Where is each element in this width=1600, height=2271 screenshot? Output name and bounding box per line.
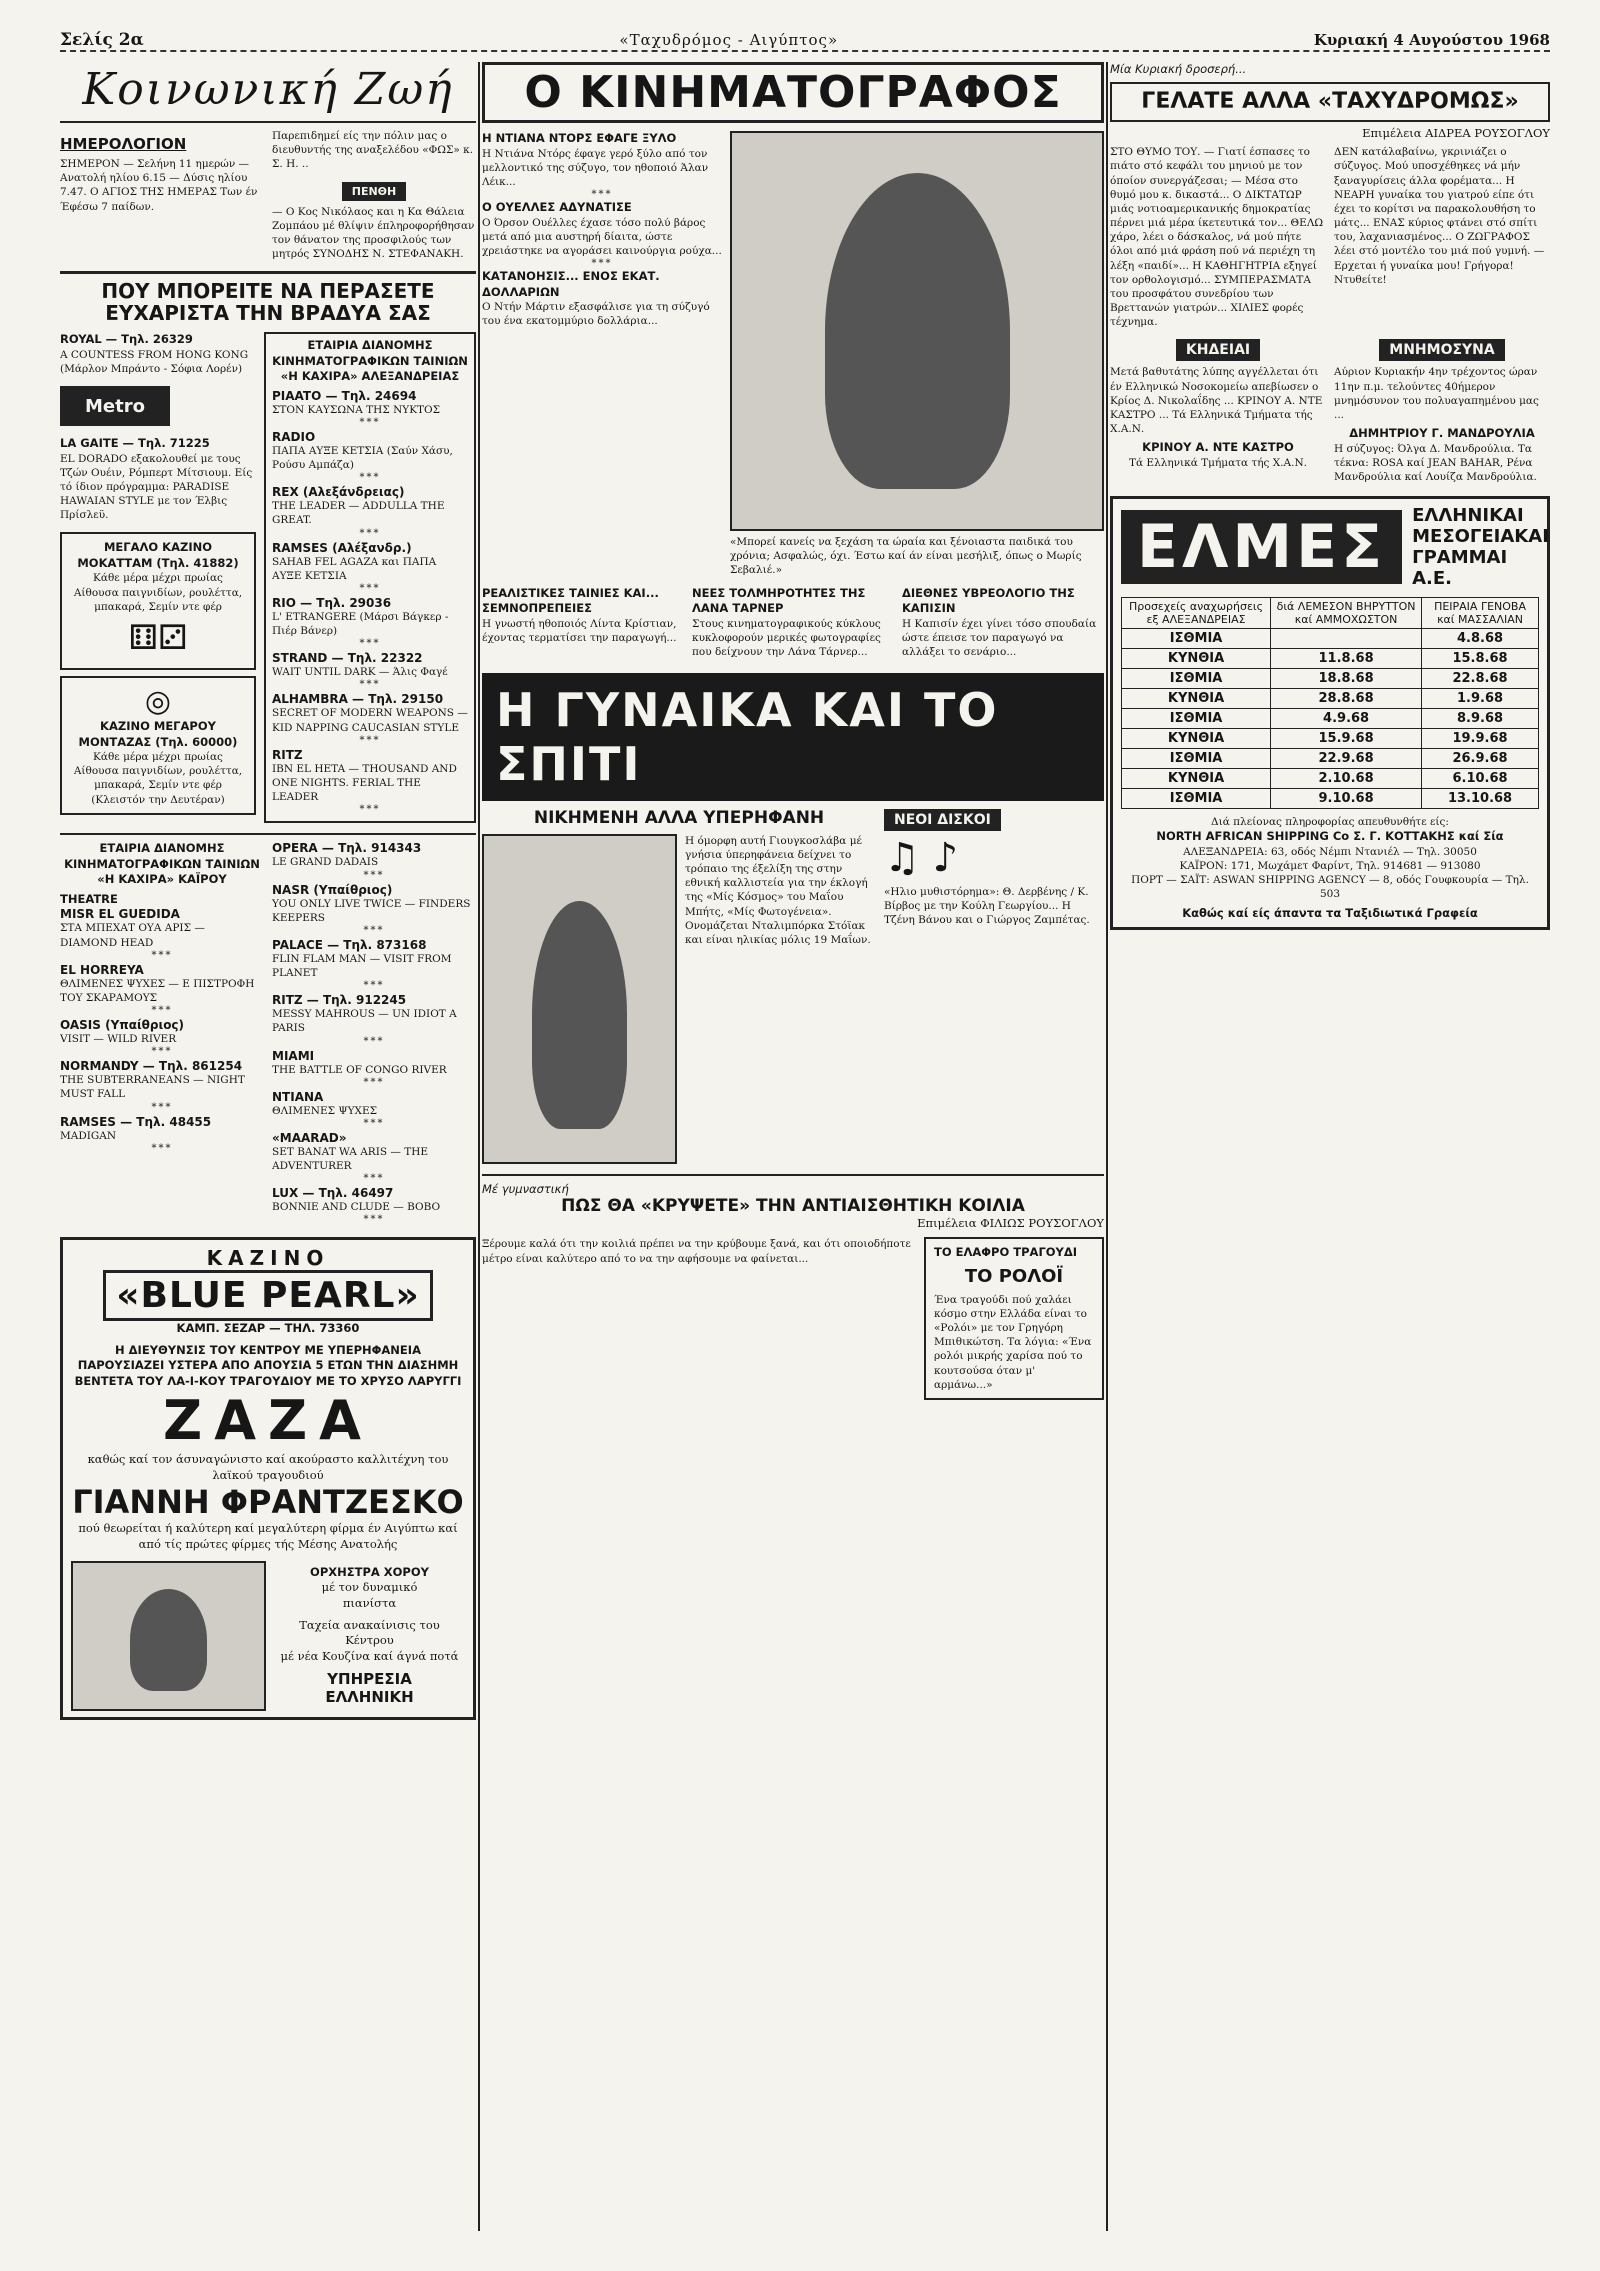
renovation-text: Ταχεία ανακαίνισις του Κέντρου (299, 1617, 440, 1648)
schedule-cell: ΙΣΘΜΙΑ (1122, 749, 1271, 769)
schedule-cell: 15.8.68 (1422, 649, 1539, 669)
kitchen-text: μέ νέα Κουζίνα καί άγνά ποτά (280, 1648, 459, 1663)
la-gaite-text: EL DORADO εξακολουθεί με τους Τζών Ουέιν, Ρόμπερτ Μίτσιουμ. Είς τό ίδιον πρόγραμμα: PARADISE HAWAIAN STYLE με τον Έλβις Πρίσλεϋ. (60, 452, 253, 522)
left-column (60, 62, 476, 2231)
schedule-cell: ΚΥΝΘΙΑ (1122, 729, 1271, 749)
theatre-label: THEATRE (60, 891, 118, 906)
schedule-cell: 19.9.68 (1422, 729, 1539, 749)
cairo-cinema-list-a (60, 907, 264, 1153)
article-4-head: ΡΕΑΛΙΣΤΙΚΕΣ ΤΑΙΝΙΕΣ ΚΑΙ... ΣΕΜΝΟΠΡΕΠΕΙΕΣ (482, 585, 659, 616)
cinema-listing: RITZ IBN EL HETA — THOUSAND AND ONE NIGHTS. FERIAL THE LEADER *** (272, 748, 468, 816)
schedule-cell: 28.8.68 (1271, 689, 1422, 709)
schedule-cell: 18.8.68 (1271, 669, 1422, 689)
funerals-text: Μετά βαθυτάτης λύπης αγγέλλεται ότι έν Ελληνικώ Νοσοκομείω απεβίωσεν ο Κρίος Δ. Νικολαΐδης ... ΚΡΙΝΟΥ Α. ΝΤΕ ΚΑΣΤΡΟ ... Τά Ελληνικά Τμήματα τής Χ.Α.Ν. (1110, 366, 1323, 436)
humor-header: Μία Κυριακή δροσερή... (1110, 62, 1247, 76)
funeral-name: ΚΡΙΝΟΥ Α. ΝΤΕ ΚΑΣΤΡΟ (1142, 440, 1294, 455)
cinema-name: RAMSES (Αλέξανδρ.) (272, 540, 412, 555)
cinema-name: «MAARAD» (272, 1130, 347, 1145)
cinema-film: ΣΤΟΝ ΚΑΥΣΩΝΑ ΤΗΣ ΝΥΚΤΟΣ (272, 403, 441, 416)
cinema-name: RIO — Τηλ. 29036 (272, 595, 392, 610)
cinema-film: SET BANAT WA ARIS — THE ADVENTURER (272, 1145, 429, 1173)
cinema-listing: MISR EL GUEDIDA ΣΤΑ ΜΠΕΧΑΤ ΟΥΑ ΑΡΙΣ — DIAMOND HEAD *** (60, 907, 264, 960)
schedule-cell: 8.9.68 (1422, 709, 1539, 729)
schedule-cell: 15.9.68 (1271, 729, 1422, 749)
cinema-listing: RAMSES — Τηλ. 48455 MADIGAN *** (60, 1115, 264, 1154)
visit-text: Παρεπιδημεί είς την πόλιν μας ο διευθυντής της αναξελέδου «ΦΩΣ» κ. Σ. Η. .. (272, 130, 474, 171)
song-title: ΤΟ ΡΟΛΟΪ (964, 1265, 1064, 1287)
funerals-label: ΚΗΔΕΙΑΙ (1176, 339, 1260, 361)
cinema-film: SECRET OF MODERN WEAPONS — KID NAPPING CAUCASIAN STYLE (272, 707, 468, 734)
cinema-name: ΝΤΙΑΝΑ (272, 1089, 324, 1104)
cinema-film: ΠΑΠΑ ΑΥΞΕ ΚΕΤΣΙΑ (Σαύν Χάσυ, Ρούσυ Αμπάζα) (272, 444, 453, 472)
cinema-listing: RIO — Τηλ. 29036 L' ETRANGERE (Μάρσι Βάγκερ - Πιέρ Βάνερ) *** (272, 596, 468, 649)
schedule-header: διά ΛΕΜΕΣΟΝ ΒΗΡΥΤΤΟΝ καί ΑΜΜΟΧΩΣΤΟΝ (1271, 598, 1422, 629)
article-6-text: Η Καπισίν έχει γίνει τόσο σπουδαία ώστε έπεισε τον παραγωγό να αλλάξει το σενάριο... (902, 617, 1097, 658)
cinema-film: MESSY MAHROUS — UN IDIOT A PARIS (272, 1008, 457, 1035)
schedule-row (1122, 669, 1539, 689)
schedule-cell: ΚΥΝΘΙΑ (1122, 689, 1271, 709)
cinema-listing: NORMANDY — Τηλ. 861254 THE SUBTERRANEANS — NIGHT MUST FALL *** (60, 1059, 264, 1112)
schedule-row (1122, 789, 1539, 809)
gym-text: Ξέρουμε καλά ότι την κοιλιά πρέπει να την κρύβουμε ξανά, και ότι οποιοδήποτε μέτρο είναι καλύτερο από το να την αφήσουμε να φαίνεται... (482, 1238, 911, 1265)
article-6-head: ΔΙΕΘΝΕΣ ΥΒΡΕΟΛΟΓΙΟ ΤΗΣ ΚΑΠΙΣΙΝ (902, 585, 1075, 616)
column-rule (478, 62, 480, 2231)
calendar-text: ΣΗΜΕΡΟΝ — Σελήνη 11 ημερών — Ανατολή ηλίου 6.15 — Δύσις ηλίου 7.47. Ο ΑΓΙΟΣ ΤΗΣ ΗΜΕΡΑΣ Των έν Έφέσω 7 παίδων. (60, 158, 258, 213)
article-2-head: Ο ΟΥΕΛΛΕΣ ΑΔΥΝΑΤΙΣΕ (482, 200, 632, 215)
mourning-label: ΠΕΝΘΗ (342, 182, 406, 201)
cinema-listing: ΝΤΙΑΝΑ ΘΛΙΜΕΝΕΣ ΨΥΧΕΣ *** (272, 1090, 476, 1129)
cinema-listing: NASR (Υπαίθριος) YOU ONLY LIVE TWICE — FINDERS KEEPERS *** (272, 883, 476, 936)
schedule-row (1122, 649, 1539, 669)
schedule-row (1122, 729, 1539, 749)
article-1-head: Η ΝΤΙΑΝΑ ΝΤΟΡΣ ΕΦΑΓΕ ΞΥΛΟ (482, 131, 677, 145)
schedule-header: ΠΕΙΡΑΙΑ ΓΕΝΟΒΑ καί ΜΑΣΣΑΛΙΑΝ (1422, 598, 1539, 629)
schedule-cell: 26.9.68 (1422, 749, 1539, 769)
cinema-film: ΘΛΙΜΕΝΕΣ ΨΥΧΕΣ — Ε ΠΙΣΤΡΟΦΗ ΤΟΥ ΣΚΑΡΑΜΟΥΣ (60, 977, 255, 1004)
memorials-label: ΜΝΗΜΟΣΥΝΑ (1379, 339, 1504, 361)
schedule-cell: ΙΣΘΜΙΑ (1122, 789, 1271, 809)
cinema-film: BONNIE AND CLUDE — BOBO (272, 1201, 441, 1214)
cinema-listing: REX (Αλεξάνδρειας) THE LEADER — ADDULLA THE GREAT. *** (272, 485, 468, 538)
casino-announce: Η ΔΙΕΥΘΥΝΣΙΣ ΤΟΥ ΚΕΝΤΡΟΥ ΜΕ ΥΠΕΡΗΦΑΝΕΙΑ ΠΑΡΟΥΣΙΑΖΕΙ ΥΣΤΕΡΑ ΑΠΟ ΑΠΟΥΣΙΑ 5 ΕΤΩΝ ΤΗΝ ΔΙΑΣΗΜΗ ΒΕΝΤΕΤΑ ΤΟΥ ΛΑ-Ι-ΚΟΥ ΤΡΑΓΟΥΔΙΟΥ ΜΕ ΤΟ ΧΡΥΣΟ ΛΑΡΥΓΓΙ (74, 1342, 462, 1388)
cinema-film: IBN EL HETA — THOUSAND AND ONE NIGHTS. FERIAL THE LEADER (272, 762, 457, 804)
humor-right: ΔΕΝ κατάλαβαίνω, γκρινιάζει ο σύζυγος. Μού υποσχέθηκες νά μήν ξαναγυρίσεις άλλα φορέματα... Η ΝΕΑΡΗ γυναίκα του γιατρού είπε ότι έχει το κορίτσι να παρακολουθήση το μάτς... ΕΝΑΣ κύριος φτάνει στό σπίτι του, λαχανιασμένος... Ο ΖΩΓΡΑΦΟΣ λέει στό μοντέλο του μιά πού γυμνή. — Ερχεται ή γυναίκα μου! Γρήγορα! Ντυθείτε! (1334, 146, 1545, 286)
cinema-film: FLIN FLAM MAN — VISIT FROM PLANET (272, 952, 452, 980)
roulette-icon: ◎ (144, 683, 172, 719)
schedule-cell: ΙΣΘΜΙΑ (1122, 669, 1271, 689)
article-3-head: ΚΑΤΑΝΟΗΣΙΣ... ΕΝΟΣ ΕΚΑΤ. ΔΟΛΛΑΡΙΩΝ (482, 269, 660, 299)
gym-head: Μέ γυμναστική (482, 1181, 569, 1196)
casino-label: ΚΑΖΙΝΟ (206, 1246, 330, 1271)
elmes-tagline: ΕΛΛΗΝΙΚΑΙ ΜΕΣΟΓΕΙΑΚΑΙ ΓΡΑΜΜΑΙ Α.Ε. (1412, 505, 1549, 590)
schedule-cell: 13.10.68 (1422, 789, 1539, 809)
cinema-listing: «MAARAD» SET BANAT WA ARIS — THE ADVENTURER *** (272, 1131, 476, 1184)
funeral-sign: Τά Ελληνικά Τμήματα τής Χ.Α.Ν. (1128, 456, 1308, 469)
cinema-name: NORMANDY — Τηλ. 861254 (60, 1059, 243, 1074)
schedule-cell: 22.8.68 (1422, 669, 1539, 689)
schedule-cell: ΚΥΝΘΙΑ (1122, 649, 1271, 669)
star-name: ΖΑΖΑ (163, 1389, 373, 1453)
article-5-text: Στους κινηματογραφικούς κύκλους κυκλοφορούν μερικές φωτογραφίες που δείχνουν την Λάνα Τάρνερ... (692, 617, 881, 658)
paper-name: «Ταχυδρόμος - Αιγύπτος» (619, 31, 839, 49)
elmes-info: Διά πλείονας πληροφορίας απευθυνθήτε είς: (1211, 816, 1449, 829)
cinema-listing: LUX — Τηλ. 46497 BONNIE AND CLUDE — BOBO *** (272, 1186, 476, 1225)
cinema-name: RITZ — Τηλ. 912245 (272, 993, 407, 1008)
records-text: «Ηλιο μυθιστόρημα»: Θ. Δερβένης / Κ. Βίρβος με την Κούλη Γεωργίου... Η Τζένη Βάνου και ο Γιώργος Ζαμπέτας. (884, 886, 1090, 927)
dice-icon: ⚅⚂ (128, 617, 188, 658)
woman-home-banner: Η ΓΥΝΑΙΚΑ ΚΑΙ ΤΟ ΣΠΙΤΙ (482, 673, 1104, 801)
humor-left: ΣΤΟ ΘΥΜΟ ΤΟΥ. — Γιατί έσπασες το πιάτο στό κεφάλι του μηνιού με τον όποίον συνεργάζεσαι; — Μέσα στο θυμό μου κ. δικαστά... Ο ΔΙΚΤΑΤΩΡ μιάς νοτιοαμερικανικής δημοκρατίας πέρνει μιά μέρα ίκετευτικά τον... ΘΕΛΩ χάρο, λέει ο δάσκαλος, νά μού πήτε όλοι από μιά φράση πού νά περιέχη τη λέξη «παιδί»... Η ΚΑΘΗΓΗΤΡΙΑ εξηγεί τον ορθολογισμό... ΣΥΜΠΕΡΑΣΜΑΤΑ του προσφάτου συνεδρίου των Βρεττανών γιατρών... ΧΙΛΙΕΣ φορές τέχνημα. (1110, 146, 1324, 329)
casino-and-text: καθώς καί τον άσυναγώνιστο καί ακούραστο καλλιτέχνη του λαϊκού τραγουδιού (87, 1452, 449, 1482)
kahira-cairo-title: ΕΤΑΙΡΙΑ ΔΙΑΝΟΜΗΣ ΚΙΝΗΜΑΤΟΓΡΑΦΙΚΩΝ ΤΑΙΝΙΩΝ «Η ΚΑΧΙΡΑ» ΚΑΪΡΟΥ (64, 841, 260, 887)
montazah-text: Κάθε μέρα μέχρι πρωίας Αίθουσα παιγνιδίων, ρουλέττα, μπακαρά, Σεμίν ντε φέρ (Κλειστόν την Δευτέραν) (73, 751, 243, 806)
cinema-listing: PIAATO — Τηλ. 24694 ΣΤΟΝ ΚΑΥΣΩΝΑ ΤΗΣ ΝΥΚΤΟΣ *** (272, 389, 468, 428)
schedule-cell (1271, 629, 1422, 649)
schedule-cell: 9.10.68 (1271, 789, 1422, 809)
beauty-queen-photo (482, 834, 677, 1164)
center-column: Ο ΚΙΝΗΜΑΤΟΓΡΑΦΟΣ Η ΝΤΙΑΝΑ ΝΤΟΡΣ ΕΦΑΓΕ ΞΥΛΟ Η Ντιάνα Ντόρς έφαγε γερό ξύλο από τον μελλοντικό της σύζυγο, τον ηθοποιό Άλαν Λέικ... *** Ο ΟΥΕΛΛΕΣ ΑΔΥΝΑΤΙΣΕ Ο Όρσον Ουέλλες έχασε τόσο πολύ βάρος μετά από μια αυστηρή δίαιτα, ώστε χρειάστηκε να αγοράσει καινούργια ρούχα... *** ΚΑΤΑΝΟΗΣΙΣ... ΕΝΟΣ ΕΚΑΤ. ΔΟΛΛΑΡΙΩΝ Ο Ντήν Μάρτιν εξασφάλισε για τη σύζυγό του ένα εκατομμύριο δολλάρια... «Μπορεί κανείς να ξεχάση τα ώραία και ξένοιαστα παιδικά του χρόνια; Ασφαλώς, όχι. Έστω καί άν είναι μεσήλιξ, όπως ο Μωρίς Σεβαλιέ.» ΡΕΑΛΙΣΤΙΚΕΣ ΤΑΙΝΙΕΣ ΚΑΙ... ΣΕΜΝΟΠΡΕΠΕΙΕΣ Η γνωστή ηθοποιός Λίντα Κρίστιαν, έχοντας τερματίσει την παραγωγή... ΝΕΕΣ ΤΟΛΜΗΡΟΤΗΤΕΣ ΤΗΣ ΛΑΝΑ ΤΑΡΝΕΡ Στους κινηματογραφικούς κύκλους κυκλοφορούν μερικές φωτογραφίες που δείχνουν την Λάνα Τάρνερ... ΔΙΕΘΝΕΣ ΥΒΡΕΟΛΟΓΙΟ ΤΗΣ ΚΑΠΙΣΙΝ Η Καπισίν έχει γίνει τόσο σπουδαία ώστε έπεισε τον παραγωγό να αλλάξει το σενάριο... Η ΓΥΝΑΙΚΑ ΚΑΙ ΤΟ ΣΠΙΤΙ ΝΙΚΗΜΕΝΗ ΑΛΛΑ ΥΠΕΡΗΦΑΝΗ Η όμορφη αυτή Γιουγκοσλάβα μέ γνήσια ύπερηφάνεια δείχνει το τρόπαιο της έξελίξη της στην εθνική καλλιστεία για την έκλογή της «Μίς Κόσμος» του Μαΐου Μπήτς, «Μίς Φωτογένεια». Ονομάζεται Νταλιμπόρκα Στόϊακ και είναι ηλικίας μόλις 19 Μαΐων. ΝΕΟΙ ΔΙΣΚΟΙ ♫ ♪ «Ηλιο μυθιστόρημα»: Θ. Δερβένης / Κ. Βίρβος με την Κούλη Γεωργίου... Η Τζένη Βάνου και ο Γιώργος Ζαμπέτας. Μέ γυμναστική ΠΩΣ ΘΑ «ΚΡΥΨΕΤΕ» ΤΗΝ ΑΝΤΙΑΙΣΘΗΤΙΚΗ ΚΟΙΛΙΑ Επιμέλεια ΦΙΛΙΩΣ ΡΟΥΣΟΓΛΟΥ Ξέρουμε καλά ότι την κοιλιά πρέπει να την κρύβουμε ξανά, και ότι οποιοδήποτε μέτρο είναι καλύτερο από το να την αφήσουμε να φαίνεται... ΤΟ ΕΛΑΦΡΟ ΤΡΑΓΟΥΔΙ ΤΟ ΡΟΛΟΪ Ένα τραγούδι πού χαλάει κόσμο στην Ελλάδα είναι το «Ρολόι» με τον Γρηγόρη Μπιθικώτση. Τα λόγια: «Ένα ρολόι μικρής χαρίσα πού το κουτσούσα όταν μ' αρμάνω...» (482, 62, 1104, 2231)
elmes-cairo: ΚΑΪΡΟΝ: 171, Μωχάμετ Φαρίντ, Τηλ. 914681 — 913080 (1179, 860, 1481, 873)
elmes-alex: ΑΛΕΞΑΝΔΡΕΙΑ: 63, οδός Νέμπι Ντανιέλ — Τηλ. 30050 (1183, 845, 1477, 858)
mourning-text: — Ο Κος Νικόλαος και η Κα Θάλεια Ζομπάου μέ θλίψιν έπληροφορήθησαν τον θάνατον της προσφιλούς των μητρός ΣΥΝΟΔΗΣ Ν. ΣΤΕΦΑΝΑΚΗ. (272, 205, 475, 261)
elmes-port: ΠΟΡΤ — ΣΑΪΤ: ASWAN SHIPPING AGENCY — 8, οδός Γουφκουρία — Τηλ. 503 (1131, 874, 1529, 901)
cinema-film: ΣΤΑ ΜΠΕΧΑΤ ΟΥΑ ΑΡΙΣ — DIAMOND HEAD (60, 922, 205, 949)
woman-text-1: Η όμορφη αυτή Γιουγκοσλάβα μέ γνήσια ύπερηφάνεια δείχνει το τρόπαιο της έξελίξη της στην εθνική καλλιστεία για την έκλογή της «Μίς Κόσμος» του Μαΐου Μπήτς, «Μίς Φωτογένεια». Ονομάζεται Νταλιμπόρκα Στόϊακ και είναι ηλικίας μόλις 19 Μαΐων. (685, 834, 871, 946)
cinema-film: MADIGAN (60, 1129, 117, 1142)
schedule-cell: 4.8.68 (1422, 629, 1539, 649)
cinema-name: ALHAMBRA — Τηλ. 29150 (272, 692, 444, 707)
cinema-name: OASIS (Υπαίθριος) (60, 1018, 185, 1033)
cinema-name: NASR (Υπαίθριος) (272, 882, 393, 897)
casino-name: «BLUE PEARL» (103, 1270, 432, 1321)
article-4-text: Η γνωστή ηθοποιός Λίντα Κρίστιαν, έχοντας τερματίσει την παραγωγή... (482, 617, 677, 644)
memorials-text: Αύριον Κυριακήν 4ην τρέχοντος ώραν 11ην π.μ. τελούντες 40ήμερον μνημόσυνον του πολυαγαπημένου μας ... (1334, 366, 1539, 421)
cinema-name: OPERA — Τηλ. 914343 (272, 841, 422, 856)
cinema-listing: OASIS (Υπαίθριος) VISIT — WILD RIVER *** (60, 1018, 264, 1057)
article-5-head: ΝΕΕΣ ΤΟΛΜΗΡΟΤΗΤΕΣ ΤΗΣ ΛΑΝΑ ΤΑΡΝΕΡ (692, 585, 866, 616)
schedule-cell: 6.10.68 (1422, 769, 1539, 789)
cinema-listing: RAMSES (Αλέξανδρ.) SAHAB FEL AGAZA και ΠΑΠΑ ΑΥΞΕ ΚΕΤΣΙΑ *** (272, 541, 468, 594)
schedule-cell: ΙΣΘΜΙΑ (1122, 709, 1271, 729)
cinema-film: WAIT UNTIL DARK — Άλις Φαγέ (272, 666, 448, 679)
schedule-cell: 22.9.68 (1271, 749, 1422, 769)
cinema-film: THE BATTLE OF CONGO RIVER (272, 1063, 447, 1076)
photo-caption: «Μπορεί κανείς να ξεχάση τα ώραία και ξένοιαστα παιδικά του χρόνια; Ασφαλώς, όχι. Έστω καί άν είναι μεσήλιξ, όπως ο Μωρίς Σεβαλιέ.» (730, 536, 1082, 577)
cinema-film: ΘΛΙΜΕΝΕΣ ΨΥΧΕΣ (272, 1104, 378, 1117)
cinema-film: THE LEADER — ADDULLA THE GREAT. (272, 500, 445, 527)
song-label: ΤΟ ΕΛΑΦΡΟ ΤΡΑΓΟΥΔΙ (934, 1245, 1078, 1260)
la-gaite-cinema: LA GAITE — Τηλ. 71225 (60, 436, 210, 451)
kahira-alex-title: ΕΤΑΙΡΙΑ ΔΙΑΝΟΜΗΣ ΚΙΝΗΜΑΤΟΓΡΑΦΙΚΩΝ ΤΑΙΝΙΩΝ «Η ΚΑΧΙΡΑ» ΑΛΕΞΑΝΔΡΕΙΑΣ (272, 338, 468, 384)
cinema-listing: OPERA — Τηλ. 914343 LE GRAND DADAIS *** (272, 841, 476, 880)
cinema-name: PALACE — Τηλ. 873168 (272, 937, 427, 952)
article-2-text: Ο Όρσον Ουέλλες έχασε τόσο πολύ βάρος μετά από μια αυστηρή δίαιτα, ώστε χρειάστηκε να αγοράσει καινούργια ρούχα... (482, 216, 722, 257)
cinema-name: PIAATO — Τηλ. 24694 (272, 388, 417, 403)
schedule-row (1122, 629, 1539, 649)
cinema-name: REX (Αλεξάνδρειας) (272, 485, 405, 500)
sailing-schedule (1121, 597, 1539, 809)
cinema-film: THE SUBTERRANEANS — NIGHT MUST FALL (60, 1074, 245, 1101)
cinema-film: VISIT — WILD RIVER (60, 1033, 177, 1046)
cinema-film: SAHAB FEL AGAZA και ΠΑΠΑ ΑΥΞΕ ΚΕΤΣΙΑ (272, 555, 437, 582)
service-label: ΥΠΗΡΕΣΙΑ (327, 1670, 412, 1689)
social-life-title: Κοινωνική Ζωή (60, 62, 476, 123)
article-1-text: Η Ντιάνα Ντόρς έφαγε γερό ξύλο από τον μελλοντικό της σύζυγο, τον ηθοποιό Άλαν Λέικ... (482, 147, 709, 188)
schedule-cell: ΙΣΘΜΙΑ (1122, 629, 1271, 649)
cinema-listing: RADIO ΠΑΠΑ ΑΥΞΕ ΚΕΤΣΙΑ (Σαύν Χάσυ, Ρούσυ Αμπάζα) *** (272, 430, 468, 483)
cinema-name: MISR EL GUEDIDA (60, 907, 180, 922)
metro-logo: Metro (60, 386, 170, 426)
page-number: Σελίς 2α (60, 30, 144, 50)
cinema-listing: RITZ — Τηλ. 912245 MESSY MAHROUS — UN IDIOT A PARIS *** (272, 993, 476, 1046)
montazah-title: ΚΑΖΙΝΟ ΜΕΓΑΡΟΥ ΜΟΝΤΑΖΑΣ (Τηλ. 60000) (78, 718, 238, 749)
masthead (60, 30, 1550, 52)
woman-head-1: ΝΙΚΗΜΕΝΗ ΑΛΛΑ ΥΠΕΡΗΦΑΝΗ (533, 808, 825, 829)
cinema-section-title: Ο ΚΙΝΗΜΑΤΟΓΡΑΦΟΣ (482, 62, 1104, 123)
cinema-listing: ALHAMBRA — Τηλ. 29150 SECRET OF MODERN WEAPONS — KID NAPPING CAUCASIAN STYLE *** (272, 692, 468, 746)
memorial-name: ΔΗΜΗΤΡΙΟΥ Γ. ΜΑΝΔΡΟΥΛΙΑ (1349, 426, 1535, 441)
calendar-title: ΗΜΕΡΟΛΟΓΙΟΝ (60, 135, 187, 153)
cinema-name: EL HORREYA (60, 962, 144, 977)
elmes-logo: ΕΛΜΕΣ (1121, 510, 1402, 584)
chevalier-photo (730, 131, 1104, 531)
humor-editor: Επιμέλεια ΑΙΔΡΕΑ ΡΟΥΣΟΓΛΟΥ (1362, 125, 1550, 140)
schedule-cell: 1.9.68 (1422, 689, 1539, 709)
evening-title: ΠΟΥ ΜΠΟΡΕΙΤΕ ΝΑ ΠΕΡΑΣΕΤΕ ΕΥΧΑΡΙΣΤΑ ΤΗΝ ΒΡΑΔΥΑ ΣΑΣ (101, 279, 435, 326)
article-3-text: Ο Ντήν Μάρτιν εξασφάλισε για τη σύζυγό του ένα εκατομμύριο δολλάρια... (482, 301, 710, 328)
pianist-photo (71, 1561, 266, 1711)
gym-title: ΠΩΣ ΘΑ «ΚΡΥΨΕΤΕ» ΤΗΝ ΑΝΤΙΑΙΣΘΗΤΙΚΗ ΚΟΙΛΙΑ (561, 1196, 1025, 1217)
elmes-agent: NORTH AFRICAN SHIPPING Co Σ. Γ. ΚΟΤΤΑΚΗΣ καί Σία (1156, 829, 1504, 844)
royal-film: A COUNTESS FROM HONG KONG (Μάρλον Μπράντο - Σόφια Λορέν) (60, 348, 249, 375)
cinema-name: RITZ (272, 747, 303, 762)
greek-label: ΕΛΛΗΝΙΚΗ (325, 1688, 414, 1707)
schedule-row (1122, 769, 1539, 789)
gym-editor: Επιμέλεια ΦΙΛΙΩΣ ΡΟΥΣΟΓΛΟΥ (917, 1215, 1104, 1230)
cinema-film: L' ETRANGERE (Μάρσι Βάγκερ - Πιέρ Βάνερ) (272, 610, 449, 638)
cinema-name: STRAND — Τηλ. 22322 (272, 651, 423, 666)
mokattam-text: Κάθε μέρα μέχρι πρωίας Αίθουσα παιγνιδίων, ρουλέττα, μπακαρά, Σεμίν ντε φέρ (73, 572, 243, 613)
schedule-header: Προσεχείς αναχωρήσεις εξ ΑΛΕΞΑΝΔΡΕΙΑΣ (1122, 598, 1271, 629)
schedule-row (1122, 689, 1539, 709)
casino-address: ΚΑΜΠ. ΣΕΖΑΡ — ΤΗΛ. 73360 (176, 1321, 360, 1336)
orchestra-label: ΟΡΧΗΣΤΡΑ ΧΟΡΟΥ (310, 1564, 429, 1579)
cinema-name: RADIO (272, 429, 316, 444)
cinema-listing: PALACE — Τηλ. 873168 FLIN FLAM MAN — VISIT FROM PLANET *** (272, 938, 476, 991)
cinema-name: LUX — Τηλ. 46497 (272, 1186, 394, 1201)
schedule-cell: 4.9.68 (1271, 709, 1422, 729)
cinema-name: MIAMI (272, 1048, 315, 1063)
schedule-cell: ΚΥΝΘΙΑ (1122, 769, 1271, 789)
memorial-family: Η σύζυγος: Όλγα Δ. Μανδρούλια. Τα τέκνα: ROSA καί JEAN BAHAR, Ρένα Μανδρούλια καί Λουίζα Μανδρούλια. (1334, 442, 1537, 483)
right-column (1110, 62, 1550, 2231)
cinema-listing: MIAMI THE BATTLE OF CONGO RIVER *** (272, 1049, 476, 1088)
dynamic-text: μέ τον δυναμικό (321, 1580, 418, 1595)
cinema-film: LE GRAND DADAIS (272, 856, 379, 869)
music-note-icon: ♫ ♪ (884, 835, 959, 882)
cinema-listing: STRAND — Τηλ. 22322 WAIT UNTIL DARK — Άλις Φαγέ *** (272, 651, 468, 690)
cinema-name: RAMSES — Τηλ. 48455 (60, 1114, 212, 1129)
cairo-cinema-list-b (272, 841, 476, 1227)
schedule-row (1122, 709, 1539, 729)
cinema-film: YOU ONLY LIVE TWICE — FINDERS KEEPERS (272, 897, 471, 924)
mokattam-title: ΜΕΓΑΛΟ ΚΑΖΙΝΟ ΜΟΚΑΤΤΑΜ (Τηλ. 41882) (77, 540, 239, 570)
elmes-footer: Καθώς καί είς άπαντα τα Ταξιδιωτικά Γραφεία (1182, 905, 1478, 920)
humor-title: ΓΕΛΑΤΕ ΑΛΛΑ «ΤΑΧΥΔΡΟΜΩΣ» (1141, 88, 1519, 114)
schedule-row (1122, 749, 1539, 769)
issue-date: Κυριακή 4 Αυγούστου 1968 (1313, 31, 1550, 49)
pianist-text: πιανίστα (342, 1596, 397, 1610)
song-text: Ένα τραγούδι πού χαλάει κόσμο στην Ελλάδα είναι το «Ρολόι» με τον Γρηγόρη Μπιθικώτση. Τα λόγια: «Ένα ρολόι μικρής χαρίσα πού το κουτσούσα όταν μ' αρμάνω...» (934, 1293, 1092, 1391)
cinema-listing: EL HORREYA ΘΛΙΜΕΝΕΣ ΨΥΧΕΣ — Ε ΠΙΣΤΡΟΦΗ ΤΟΥ ΣΚΑΡΑΜΟΥΣ *** (60, 963, 264, 1016)
column-rule (1106, 62, 1108, 2231)
singer-name: ΓΙΑΝΝΗ ΦΡΑΝΤΖΕΣΚΟ (72, 1483, 464, 1522)
royal-cinema: ROYAL — Τηλ. 26329 (60, 332, 193, 347)
records-label: ΝΕΟΙ ΔΙΣΚΟΙ (884, 809, 1001, 831)
alex-cinema-list (272, 389, 468, 816)
schedule-cell: 2.10.68 (1271, 769, 1422, 789)
singer-text: πού θεωρείται ή καλύτερη καί μεγαλύτερη φίρμα έν Αιγύπτω καί από τίς πρώτες φίρμες τής Μέσης Ανατολής (78, 1521, 458, 1551)
schedule-cell: 11.8.68 (1271, 649, 1422, 669)
